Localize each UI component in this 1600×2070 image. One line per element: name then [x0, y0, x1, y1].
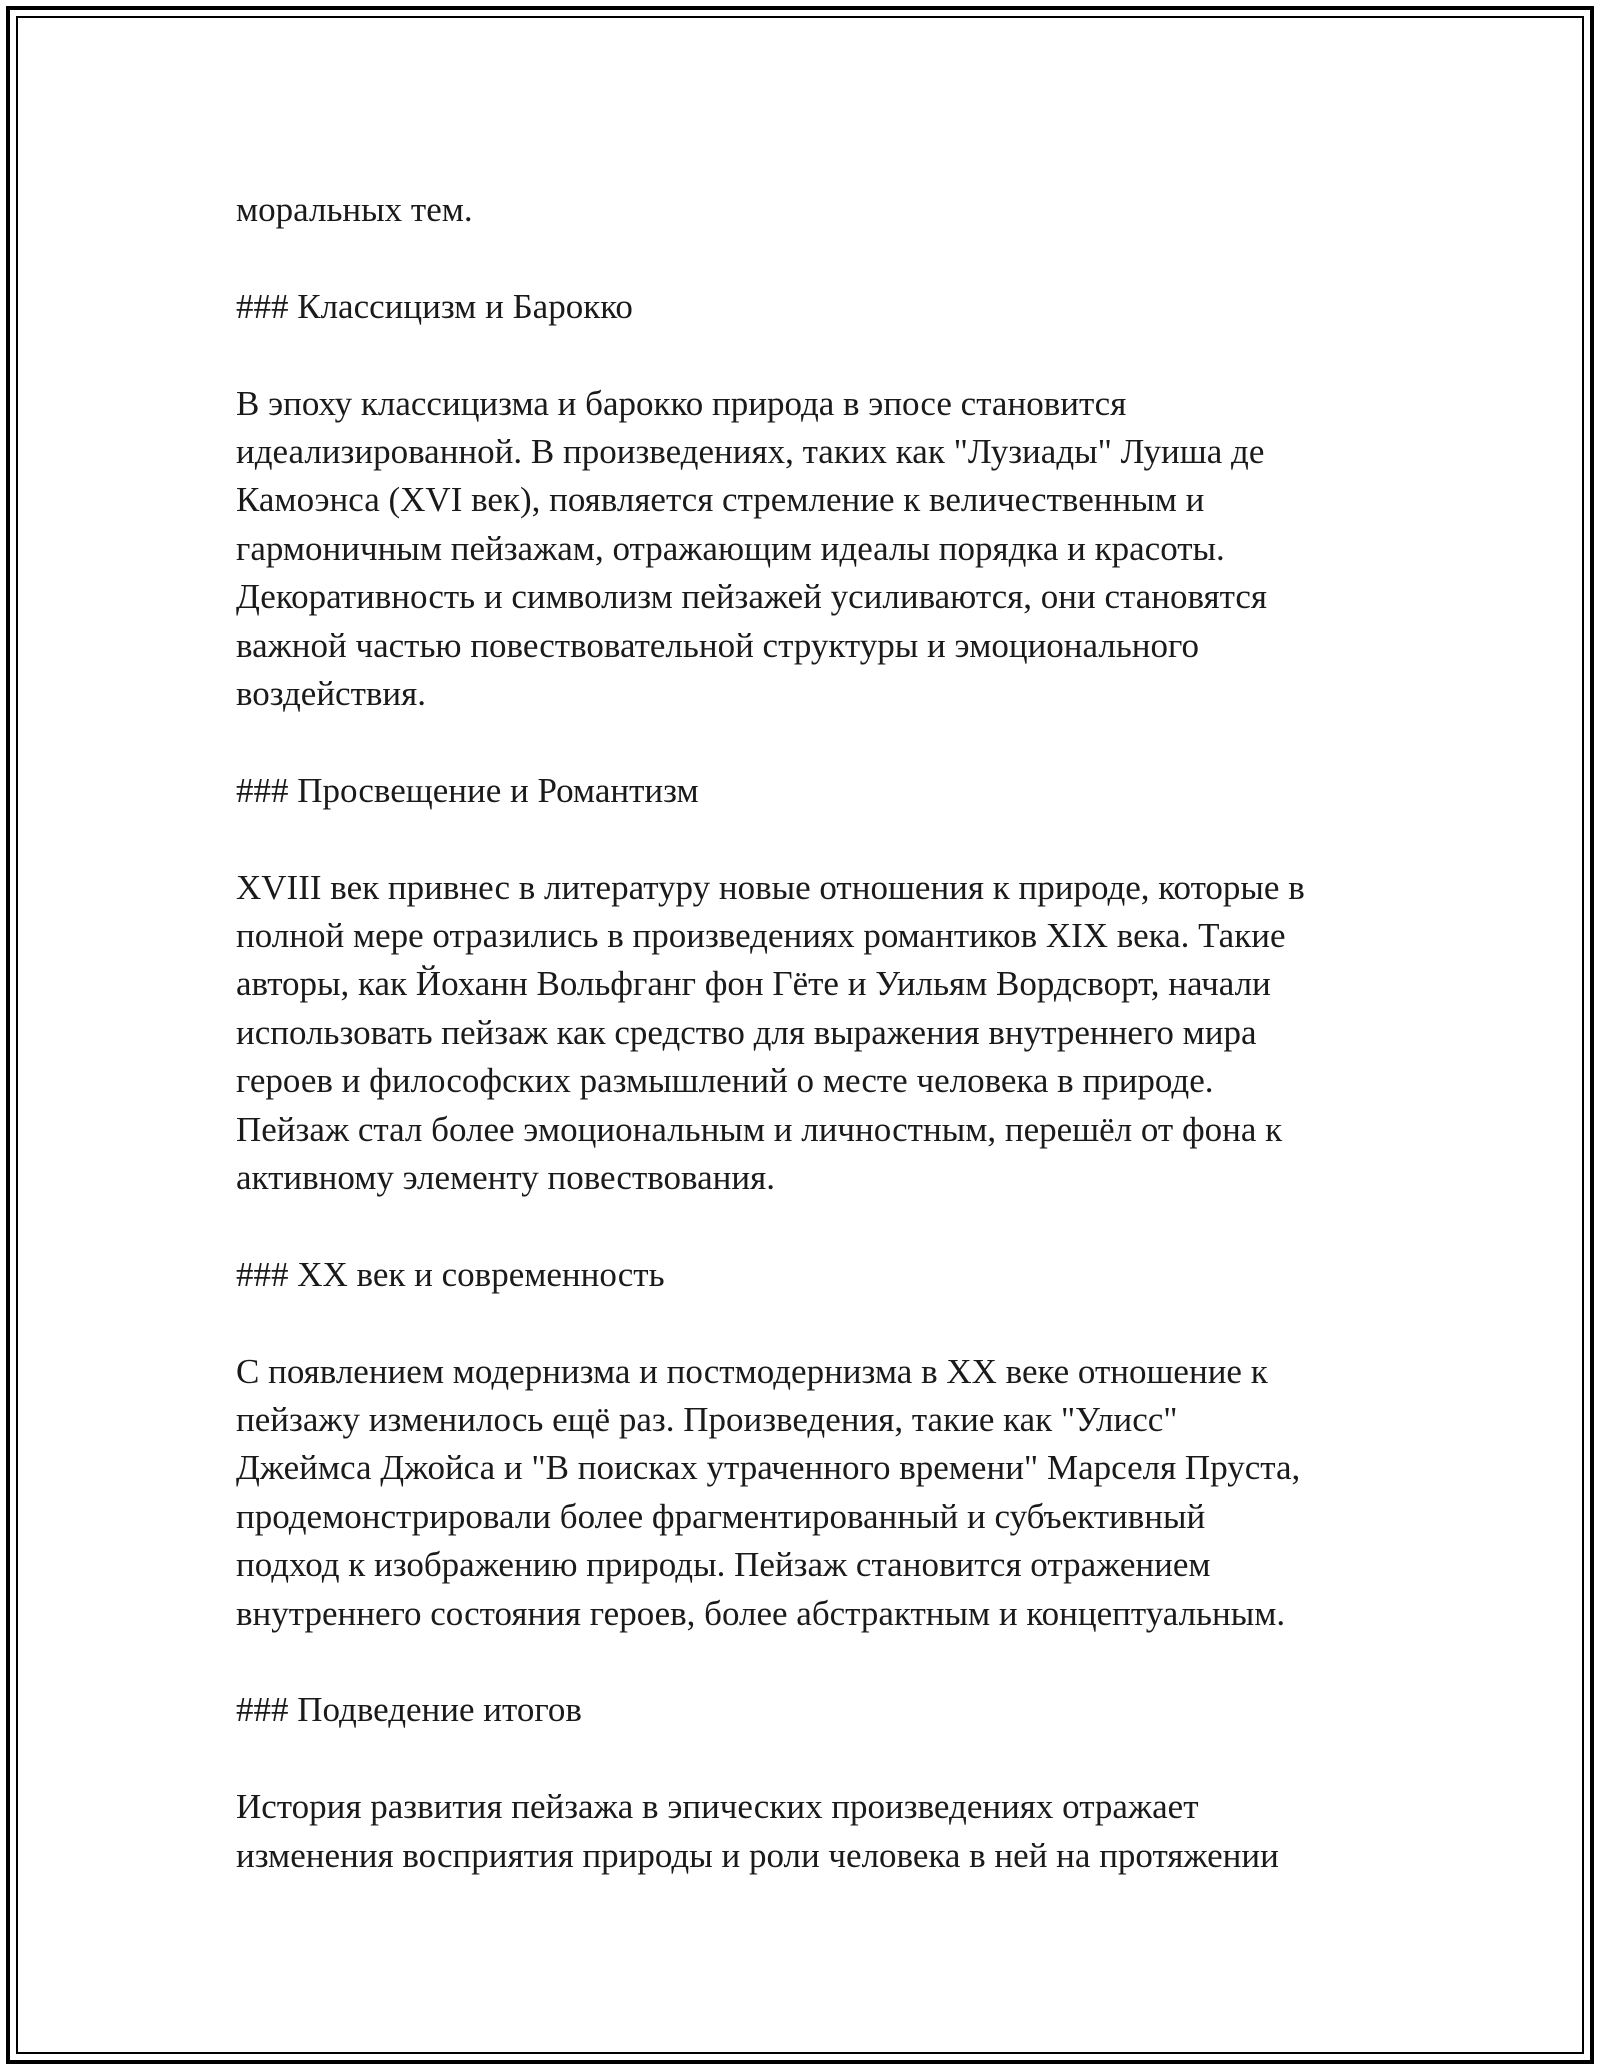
- paragraph-classicism-baroque: В эпоху классицизма и барокко природа в эпосе становится идеализированной. В произведениях, таких как "Лузиады" Луиша де Камоэнса (XVI век), появляется стремление к величественным и гармоничным пейзажам, отражающим идеалы порядка и красоты. Декоративность и символизм пейзажей усиливаются, они становятся важной частью повествовательной структуры и эмоционального воздействия.: [236, 383, 1267, 714]
- heading-summary: ### Подведение итогов: [236, 1690, 582, 1730]
- paragraph-enlightenment-romanticism: XVIII век привнес в литературу новые отношения к природе, которые в полной мере отразились в произведениях романтиков XIX века. Такие авторы, как Йоханн Вольфганг фон Гёте и Уильям Вордсворт, начали использовать пейзаж как средство для выражения внутреннего мира героев и философских размышлений о месте человека в природе. Пейзаж стал более эмоциональным и личностным, перешёл от фона к активному элементу повествования.: [236, 867, 1305, 1198]
- heading-20th-century: ### XX век и современность: [236, 1254, 665, 1294]
- paragraph-continuation: моральных тем.: [236, 190, 473, 229]
- heading-enlightenment-romanticism: ### Просвещение и Романтизм: [236, 770, 699, 810]
- heading-classicism-baroque: ### Классицизм и Барокко: [236, 286, 633, 326]
- paragraph-20th-century: С появлением модернизма и постмодернизма в XX веке отношение к пейзажу изменилось ещё раз. Произведения, такие как "Улисс" Джеймса Джойса и "В поисках утраченного времени" Марселя Пруста, продемонстрировали более фрагментированный и субъективный подход к изображению природы. Пейзаж становится отражением внутреннего состояния героев, более абстрактным и концептуальным.: [236, 1351, 1301, 1633]
- paragraph-summary: История развития пейзажа в эпических произведениях отражает изменения восприятия природы и роли человека в ней на протяжении: [236, 1787, 1279, 1875]
- document-page: [236, 186, 1376, 1880]
